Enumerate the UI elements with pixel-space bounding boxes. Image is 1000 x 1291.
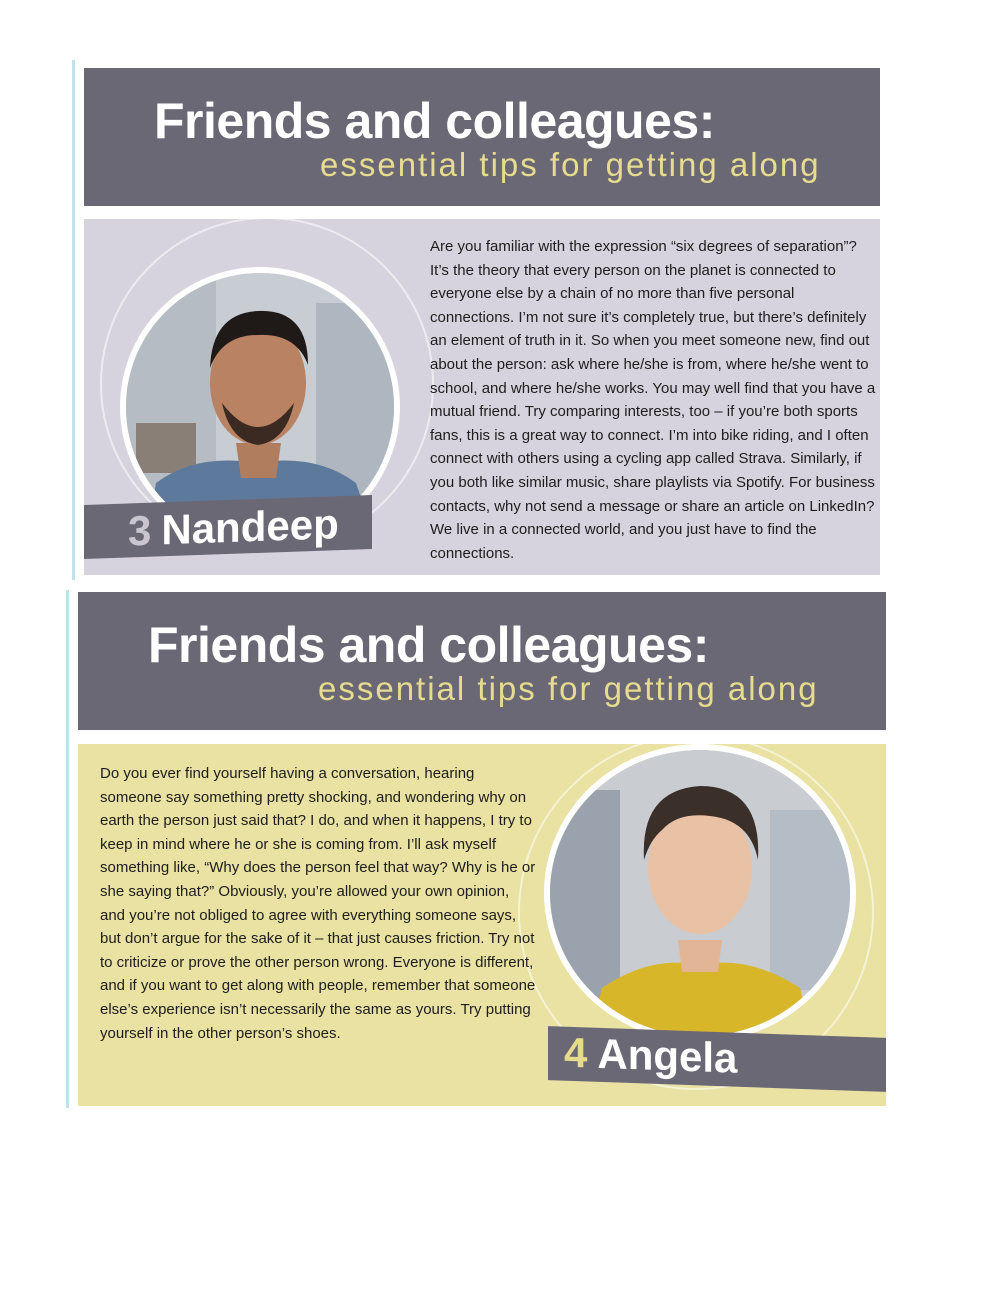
profile-text-nandeep: Are you familiar with the expression “six degrees of separation”? It’s the theory that every person on the planet is connected to everyone else by a chain of no more than five personal connections. I’m not sure it’s completely true, but there’s definitely an element of truth in it. So when you meet someone new, find out about the person: ask where he/she is from, where he/she went to school, and where he/she works. You may well find that you have a mutual friend. Try comparing interests, too – if you’re both sports fans, this is a great way to connect. I’m into bike riding, and I often connect with others using a cycling app called Strava. Similarly, if you both like similar music, share playlists via Spotify. For business contacts, why not send a message or share an article on LinkedIn? We live in a connected world, and you just have to find the connections. (430, 238, 876, 562)
page-subtitle: essential tips for getting along (320, 146, 821, 183)
woman-portrait-icon (550, 750, 850, 1036)
name-label-nandeep (84, 495, 372, 559)
left-margin-line (72, 60, 75, 580)
profile-number: 3 (128, 506, 152, 555)
page-subtitle: essential tips for getting along (318, 670, 819, 707)
page-title: Friends and colleagues: (154, 93, 715, 149)
header-banner (84, 68, 880, 206)
page-title: Friends and colleagues: (148, 617, 709, 673)
profile-name: Nandeep (161, 500, 339, 554)
profile-name: Angela (597, 1029, 738, 1082)
profile-number: 4 (564, 1028, 588, 1077)
header-banner (78, 592, 886, 730)
profile-text-angela: Do you ever find yourself having a conversation, hearing someone say something pretty shocking, and wondering why on earth the person just said that? I do, and when it happens, I try to keep in mind where he or she is coming from. I’ll ask myself something like, “Why does the person feel that way? Why is he or she saying that?” Obviously, you’re allowed your own opinion, and you’re not obliged to agree with everything someone says, but don’t argue for the sake of it – that just causes friction. Try not to criticize or prove the other person wrong. Everyone is different, and if you want to get along with people, remember that someone else’s experience isn’t necessarily the same as yours. Try putting yourself in the other person’s shoes. (100, 765, 536, 1042)
left-margin-line (66, 590, 69, 1108)
portrait-photo-angela (544, 744, 856, 1042)
